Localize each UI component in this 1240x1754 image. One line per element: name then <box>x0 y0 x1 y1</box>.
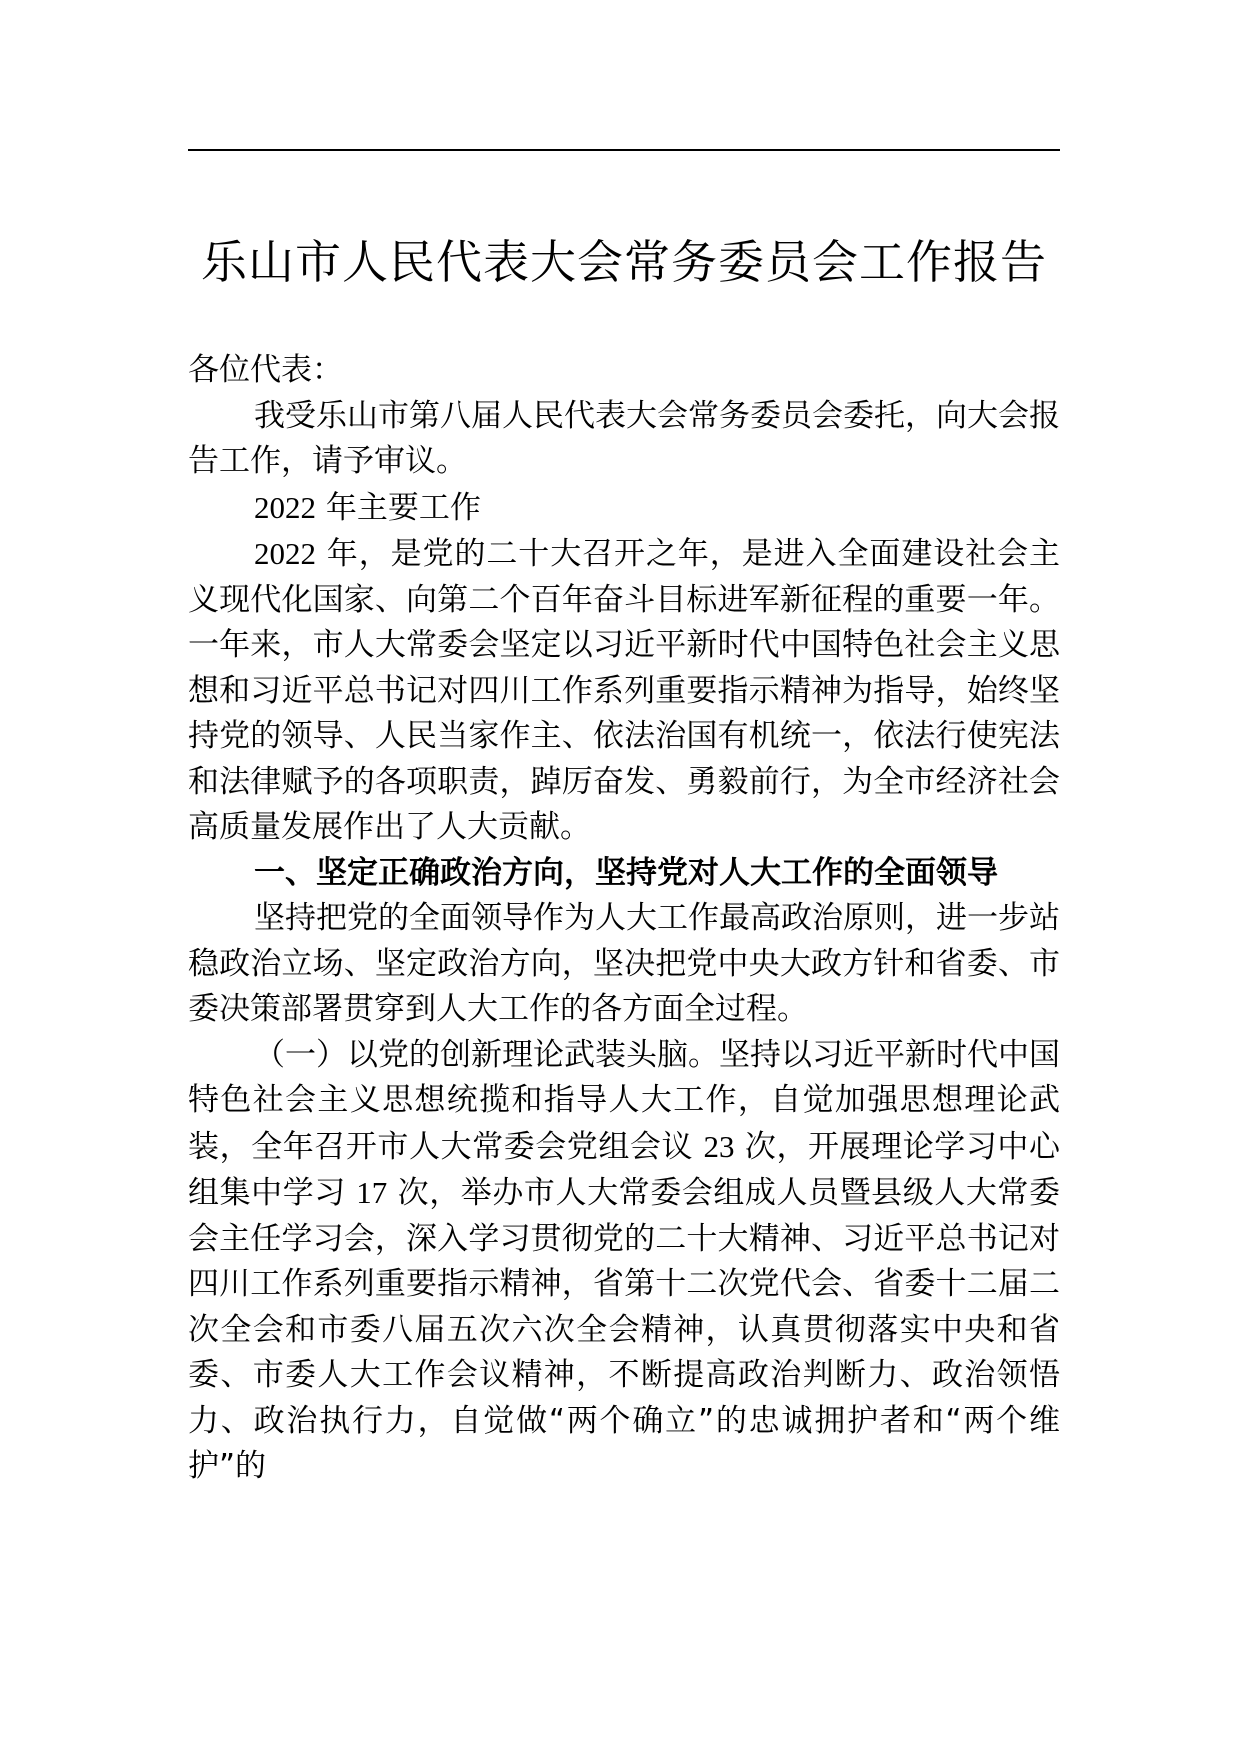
salutation: 各位代表： <box>188 352 343 388</box>
document-title: 乐山市人民代表大会常务委员会工作报告 <box>201 235 1047 289</box>
paragraph-theory-part-b: 次，开展理论学习中心组集中学习 <box>188 1128 1060 1211</box>
document-body <box>188 348 1060 1490</box>
meeting-count: 23 <box>703 1128 735 1164</box>
paragraph-section-one: 坚持把党的全面领导作为人大工作最高政治原则，进一步站稳政治立场、坚定政治方向，坚决把党中央大政方针和省委、市委决策部署贯穿到人大工作的各方面全过程。 <box>188 900 1060 1027</box>
section-heading-2022 <box>188 485 1060 532</box>
paragraph-intro: 我受乐山市第八届人民代表大会常务委员会委托，向大会报告工作，请予审议。 <box>188 397 1060 479</box>
paragraph-overview <box>188 531 1060 851</box>
year-number: 2022 <box>254 489 316 525</box>
year-number: 2022 <box>254 536 316 571</box>
heading-section-one: 一、坚定正确政治方向，坚持党对人大工作的全面领导 <box>254 854 998 891</box>
study-count: 17 <box>356 1175 388 1210</box>
paragraph-overview-text: 年，是党的二十大召开之年，是进入全面建设社会主义现代化国家、向第二个百年奋斗目标进军新征程的重要一年。一年来，市人大常委会坚定以习近平新时代中国特色社会主义思想和习近平总书记对四川工作系列重要指示精神为指导，始终坚持党的领导、人民当家作主、依法治国有机统一，依法行使宪法和法律赋予的各项职责，踔厉奋发、勇毅前行，为全市经济社会高质量发展作出了人大贡献。 <box>188 536 1060 845</box>
paragraph-theory <box>188 1033 1060 1490</box>
section-heading-text: 年主要工作 <box>316 489 481 526</box>
paragraph-theory-part-a: （一）以党的创新理论武装头脑。坚持以习近平新时代中国特色社会主义思想统揽和指导人大工作，自觉加强思想理论武装，全年召开市人大常委会党组会议 <box>188 1036 1060 1165</box>
header-rule <box>188 149 1060 151</box>
paragraph-theory-part-c: 次，举办市人大常委会组成人员暨县级人大常委会主任学习会，深入学习贯彻党的二十大精神、习近平总书记对四川工作系列重要指示精神，省第十二次党代会、省委十二届二次全会和市委八届五次六次全会精神，认真贯彻落实中央和省委、市委人大工作会议精神，不断提高政治判断力、政治领悟力、政治执行力，自觉做“两个确立”的忠诚拥护者和“两个维护”的 <box>188 1175 1060 1484</box>
